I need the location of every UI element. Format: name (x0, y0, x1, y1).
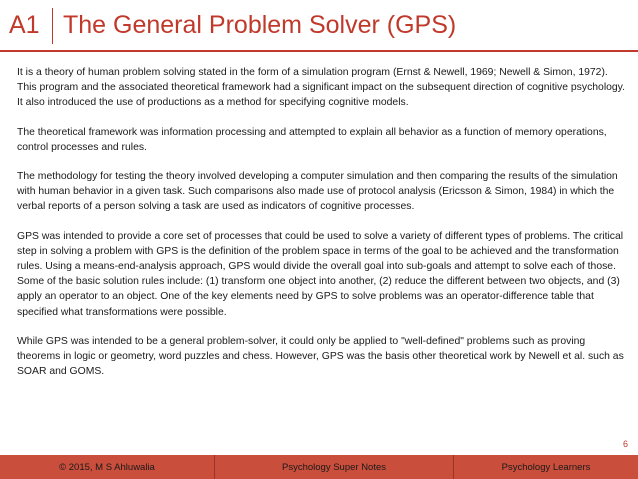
header-divider (52, 8, 53, 44)
paragraph-framework: The theoretical framework was information processing and attempted to explain all behavior as a function of memory operations, control processes and rules. (17, 126, 607, 153)
slide-footer (0, 455, 638, 479)
paragraph-methodology: The methodology for testing the theory involved developing a computer simulation and then comparing the results of the simulation with human behavior in a given task. Such comparisons also made use of protocol analysis (Ericsson & Simon, 1984) in which the verbal reports of a person solving a task are used as indicators of cognitive processes. (17, 171, 618, 213)
footer-right-text: Psychology Learners (501, 461, 591, 473)
slide-body (17, 65, 625, 393)
slide-header (0, 0, 638, 52)
header-rule (0, 50, 638, 52)
paragraph-gps-processes: GPS was intended to provide a core set of processes that could be used to solve a variety of different types of problems. The critical step in solving a problem with GPS is the definition of the problem space in terms of the goal to be achieved and the transformation rules. Using a means-end-analysis approach, GPS would divide the overall goal into sub-goals and attempt to solve each of those. Some of the basic solution rules include: (1) transform one object into another, (2) reduce the different between two objects, and (3) apply an operator to an object. One of the key elements need by GPS to solve problems was an operator-difference table that specified what transformations were possible. (17, 230, 624, 318)
section-code: A1 (9, 11, 40, 39)
footer-center-text: Psychology Super Notes (214, 455, 454, 479)
page-number: 6 (622, 439, 628, 449)
paragraph-limitations: While GPS was intended to be a general problem-solver, it could only be applied to "well-defined" problems such as proving theorems in logic or geometry, word puzzles and chess. However, GPS was the basis other theoretical work by Newell et al. such as SOAR and GOMS. (17, 335, 624, 378)
footer-copyright: © 2015, M S Ahluwalia (59, 461, 155, 473)
paragraph-intro: It is a theory of human problem solving stated in the form of a simulation program (Ernst & Newell, 1969; Newell & Simon, 1972). This program and the associated theoretical framework had a significant impact on the subsequent direction of cognitive psychology. It also introduced the use of productions as a method for specifying cognitive models. (17, 67, 625, 109)
slide-title: The General Problem Solver (GPS) (63, 11, 457, 39)
